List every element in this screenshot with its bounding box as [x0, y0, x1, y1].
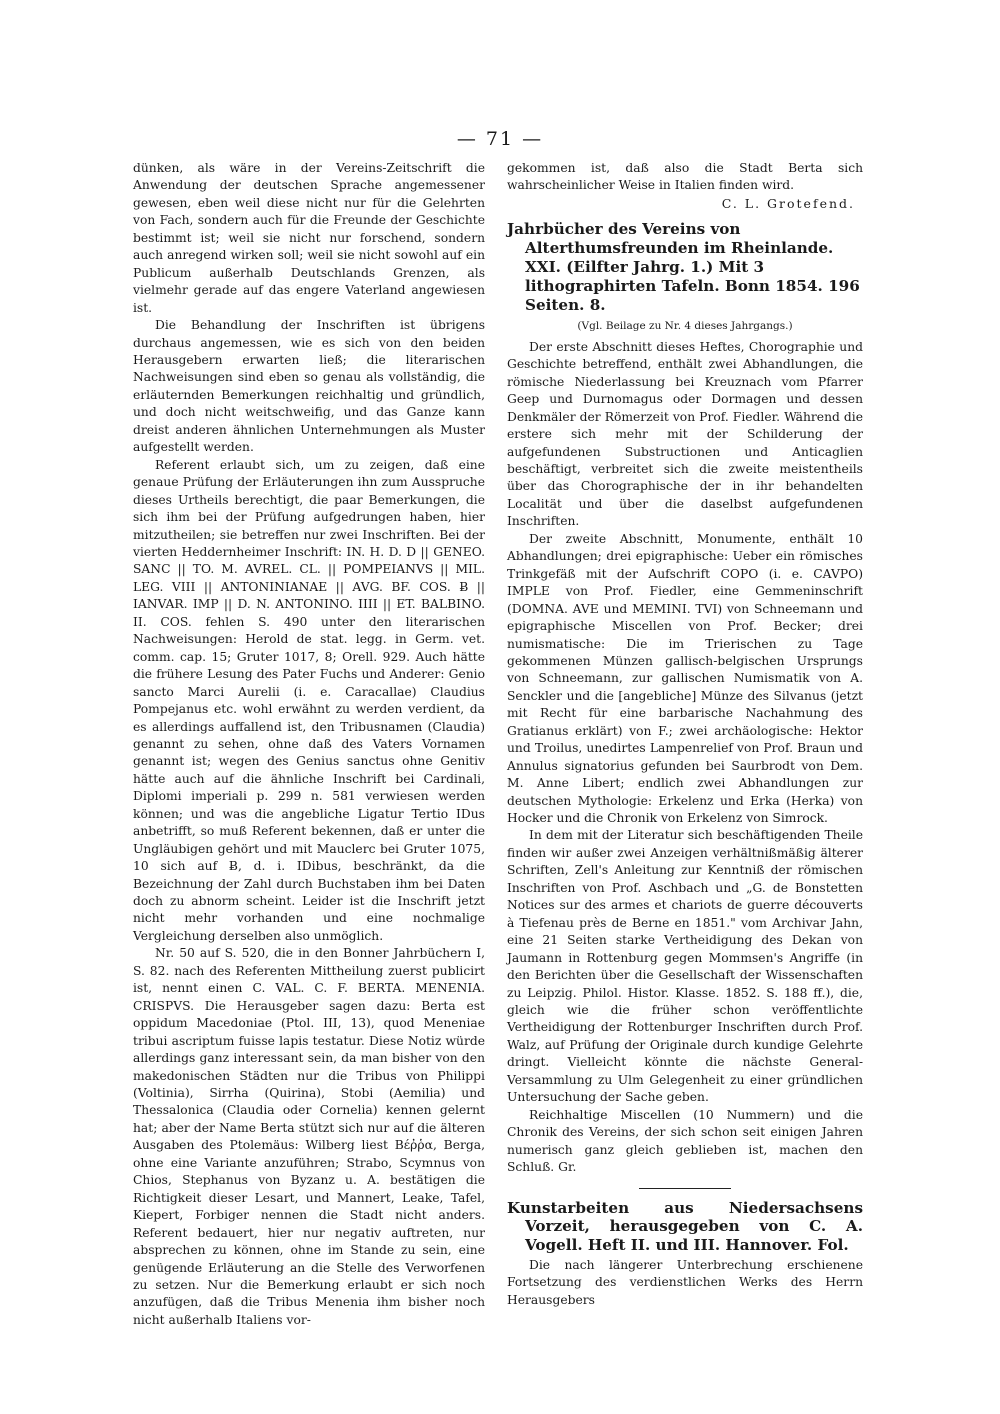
page-number: — 71 —: [456, 128, 544, 150]
review-heading: Kunstarbeiten aus Niedersachsens Vorzeit, herausgegeben von C. A. Vogell. Heft II. und III. Hannover. Fol.: [507, 1198, 863, 1255]
paragraph: Die nach längerer Unterbrechung erschienene Fortsetzung des verdienstlichen Werks des Herrn Herausgebers: [507, 1257, 863, 1307]
left-column: [133, 160, 485, 1329]
paragraph: dünken, als wäre in der Vereins-Zeitschrift die Anwendung der deutschen Sprache angemessener gewesen, eben weil diese nicht nur für die Gelehrten von Fach, sondern auch für die Freunde der Geschichte bestimmt ist; weil sie nicht nur forschend, sondern auch anregend wirken soll; weil sie nicht sowohl auf ein Publicum außerhalb Deutschlands Grenzen, als vielmehr gerade auf das engere Vaterland angewiesen ist.: [133, 161, 485, 315]
paragraph: Der zweite Abschnitt, Monumente, enthält 10 Abhandlungen; drei epigraphische: Ueber ein römisches Trinkgefäß mit der Aufschrift COPO (i. e. CAVPO) IMPLE von Prof. Fiedler, eine Gemmeninschrift (DOMNA. AVE und MEMINI. TVI) von Schneemann und epigraphische Miscellen von Prof. Becker; drei numismatische: Die im Trierischen zu Tage gekommenen Münzen gallisch-belgischen Ursprungs von Schneemann, zur gallischen Numismatik von A. Senckler und die [angebliche] Münze des Silvanus (jetzt mit Recht für eine barbarische Nachahmung des Gratianus erklärt) von F.; zwei archäologische: Hektor und Troilus, unedirtes Lampenrelief von Prof. Braun und Annulus signatorius gefunden bei Saurbrodt von Dem. M. Anne Libert; endlich zwei Abhandlungen zur deutschen Mythologie: Erkelenz und Erka (Herka) von Hocker und die Chronik von Erkelenz von Simrock.: [507, 531, 863, 826]
author-signature: C. L. Grotefend.: [721, 195, 855, 211]
paragraph: In dem mit der Literatur sich beschäftigenden Theile finden wir außer zwei Anzeigen verhältnißmäßig älterer Schriften, Zell's Anleitung zur Kenntniß der römischen Inschriften von Prof. Aschbach und „G. de Bonstetten Notices sur des armes et chariots de guerre découverts à Tiefenau près de Berne en 1851." vom Archivar Jahn, eine 21 Seiten starke Vertheidigung des Dekan von Jaumann in Rottenburg gegen Mommsen's Angriffe (in den Berichten über die Gesellschaft der Wissenschaften zu Leipzig. Philol. Histor. Klasse. 1852. S. 188 ff.), die, gleich wie die früher schon veröffentlichte Vertheidigung der Rottenburger Inschriften durch Prof. Walz, auf Prüfung der Originale durch kundige Gelehrte dringt. Vielleicht könnte die nächste General-Versammlung zu Ulm Gelegenheit zu einer gründlichen Untersuchung der Sache geben.: [507, 828, 863, 1105]
paragraph-continuation: gekommen ist, daß also die Stadt Berta sich wahrscheinlicher Weise in Italien finden wird.: [507, 161, 863, 193]
review-note: (Vgl. Beilage zu Nr. 4 dieses Jahrgangs.): [577, 320, 793, 333]
review-heading: Jahrbücher des Vereins von Alterthumsfreunden im Rheinlande. XXI. (Eilfter Jahrg. 1.) Mit 3 lithographirten Tafeln. Bonn 1854. 196 Seiten. 8.: [507, 220, 860, 314]
right-column: [507, 160, 863, 1309]
paragraph: Der erste Abschnitt dieses Heftes, Chorographie und Geschichte betreffend, enthält zwei Abhandlungen, die römische Niederlassung bei Kreuznach vom Pfarrer Geep und Durnomagus oder Dormagen und dessen Denkmäler der Römerzeit von Prof. Fiedler. Während die erstere sich mehr mit der Schilderung der aufgefundenen Substructionen und Anticaglien beschäftigt, verbreitet sich die zweite meistentheils über das Chorographische der in ihr behandelten Localität und über die daselbst aufgefundenen Inschriften.: [507, 339, 863, 529]
paragraph: Reichhaltige Miscellen (10 Nummern) und die Chronik des Vereins, der sich schon seit einigen Jahren numerisch ganz gleich geblieben ist, machen den Schluß. Gr.: [507, 1107, 863, 1175]
paragraph: Die Behandlung der Inschriften ist übrigens durchaus angemessen, wie es sich von den beiden Herausgebern erwarten ließ; die literarischen Nachweisungen sind eben so genau als vollständig, die erläuternden Bemerkungen reichhaltig und gründlich, und doch nicht weitschweifig, und das Ganze kann dreist anderen ähnlichen Unternehmungen als Muster aufgestellt werden.: [133, 318, 485, 455]
paragraph: Nr. 50 auf S. 520, die in den Bonner Jahrbüchern I, S. 82. nach des Referenten Mittheilung zuerst publicirt ist, nennt einen C. VAL. C. F. BERTA. MENENIA. CRISPVS. Die Herausgeber sagen dazu: Berta est oppidum Macedoniae (Ptol. III, 13), quod Meneniae tribui ascriptum fuisse lapis testatur. Diese Notiz würde allerdings ganz interessant sein, da man bisher von den makedonischen Städten nur die Tribus von Philippi (Voltinia), Sirrha (Quirina), Stobi (Aemilia) und Thessalonica (Claudia oder Cornelia) kennen gelernt hat; aber der Name Berta stützt sich nur auf die älteren Ausgaben des Ptolemäus: Wilberg liest Βέῤῥα, Berga, ohne eine Variante anzuführen; Strabo, Scymnus von Chios, Stephanus von Byzanz u. A. bestätigen die Richtigkeit dieser Lesart, und Mannert, Leake, Tafel, Kiepert, Forbiger nennen die Stadt nicht anders. Referent bedauert, hier nur negativ auftreten, nur absprechen zu können, ohne im Stande zu sein, eine genügende Erläuterung an die Stelle des Verworfenen zu setzen. Nur die Bemerkung erlaubt er sich noch anzufügen, daß die Tribus Menenia ihm bisher noch nicht außerhalb Italiens vor-: [133, 946, 485, 1327]
section-divider: [639, 1188, 731, 1189]
paragraph: Referent erlaubt sich, um zu zeigen, daß eine genaue Prüfung der Erläuterungen ihn zum Ausspruche dieses Urtheils berechtigt, die paar Bemerkungen, die sich ihm bei der Prüfung aufgedrungen haben, hier mitzutheilen; sie betreffen nur zwei Inschriften. Bei der vierten Heddernheimer Inschrift: IN. H. D. D || GENEO. SANC || TO. M. AVREL. CL. || POMPEIANVS || MIL. LEG. VIII || ANTONINIANAE || AVG. BF. COS. Ƀ || IANVAR. IMP || D. N. ANTONINO. IIII || ET. BALBINO. II. COS. fehlen S. 490 unter den literarischen Nachweisungen: Herold de stat. legg. in Germ. vet. comm. cap. 15; Gruter 1017, 8; Orell. 929. Auch hätte die frühere Lesung des Pater Fuchs und Anderer: Genio sancto Marci Aurelii (i. e. Caracallae) Claudius Pompejanus etc. wohl erwähnt zu werden verdient, da es allerdings auffallend ist, den Tribusnamen (Claudia) genannt zu sehen, ohne daß des Vaters Vornamen genannt ist; wegen des Genius sanctus ohne Genitiv hätte auch auf die ähnliche Inschrift bei Cardinali, Diplomi imperiali p. 299 n. 581 verwiesen werden können; und was die angebliche Ligatur Tertio IDus anbetrifft, so muß Referent bekennen, daß er unter die Ungläubigen gehört und mit Mauclerc bei Gruter 1075, 10 sich auf Ƀ, d. i. IDibus, beschränkt, da die Bezeichnung der Zahl durch Buchstaben ihm bei Daten doch zu abnorm scheint. Leider ist die Inschrift jetzt nicht mehr vorhanden und eine nochmalige Vergleichung derselben also unmöglich.: [133, 457, 485, 943]
